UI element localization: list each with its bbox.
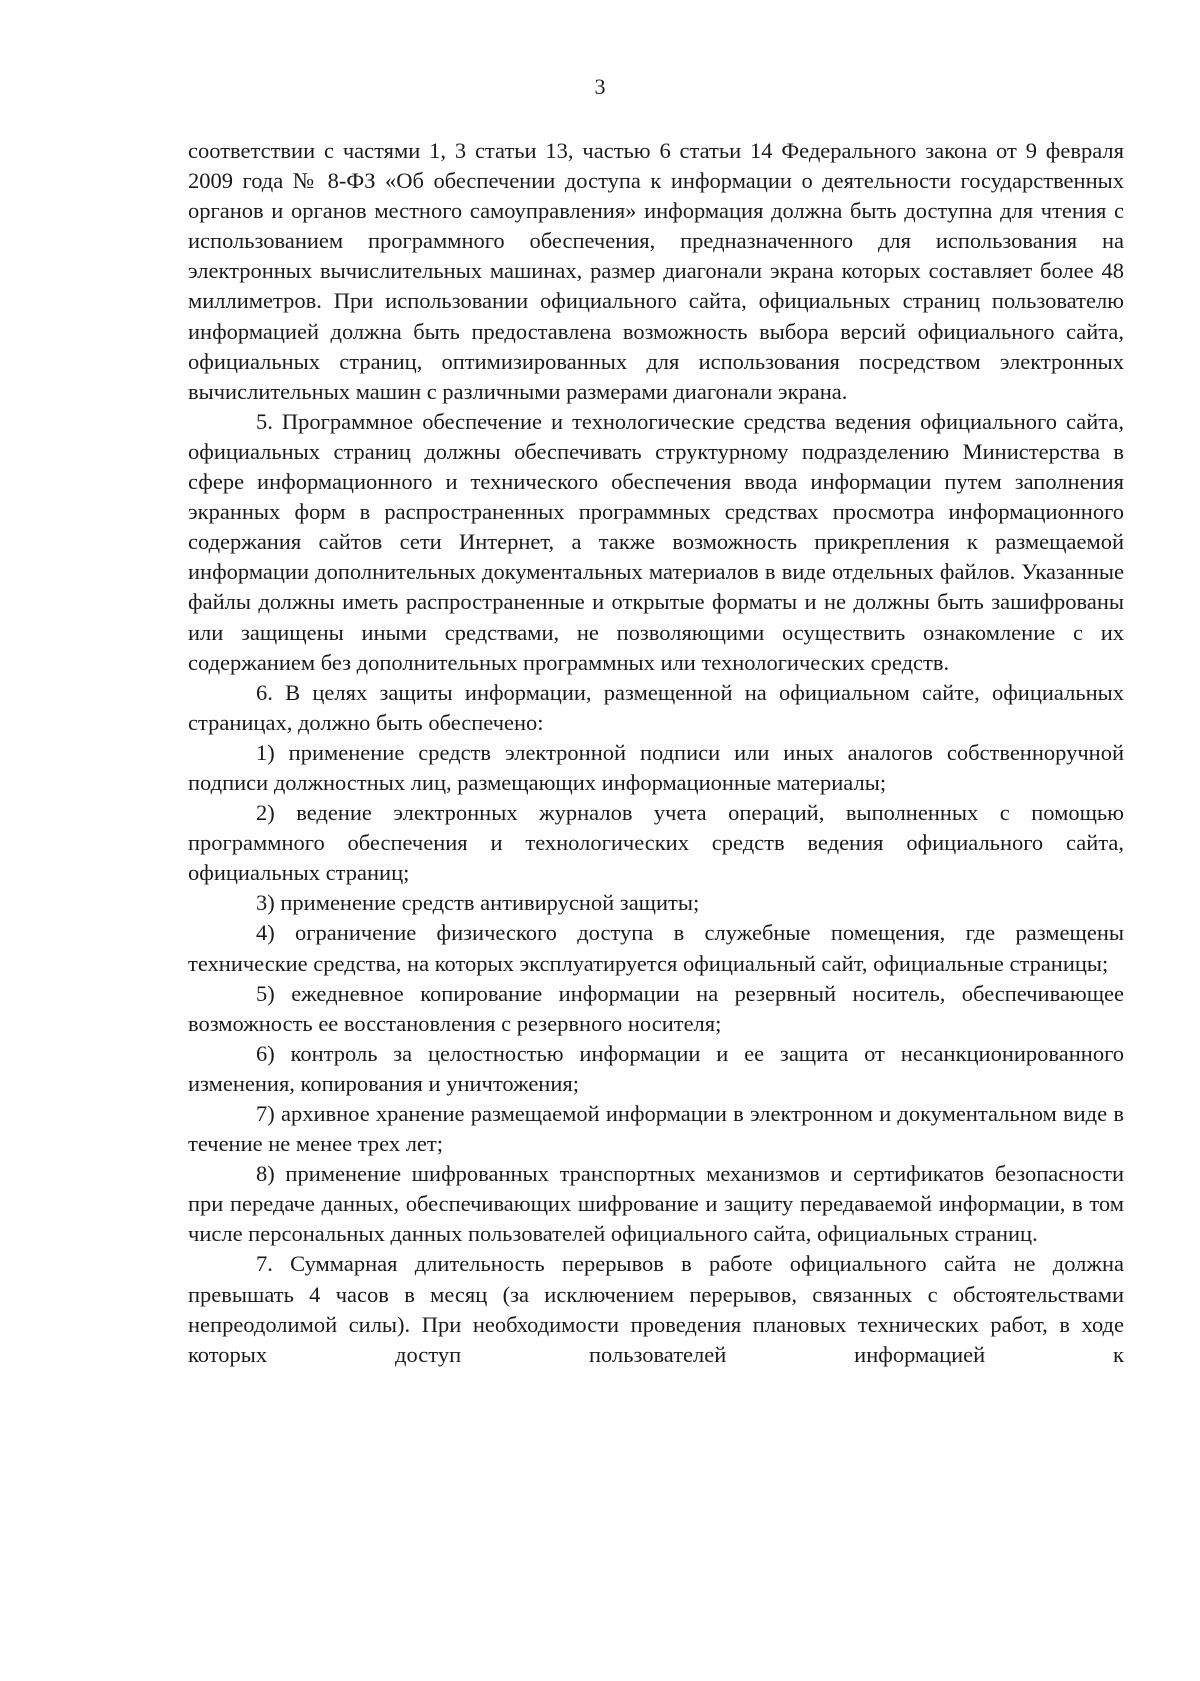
subitem-8: 8) применение шифрованных транспортных механизмов и сертификатов безопасности при передаче данных, обеспечивающих шифрование и защиту передаваемой информации, в том числе персональных данных пользователей официального сайта, официальных страниц.	[188, 1161, 1124, 1247]
paragraph-item-7: 7. Суммарная длительность перерывов в работе официального сайта не должна превышать 4 часов в месяц (за исключением перерывов, связанных с обстоятельствами непреодолимой силы). При необходимости проведения плановых технических работ, в ходе которых доступ пользователей информацией к	[188, 1251, 1124, 1367]
subitem-2: 2) ведение электронных журналов учета операций, выполненных с помощью программного обеспечения и технологических средств ведения официального сайта, официальных страниц;	[188, 800, 1124, 886]
subitem-4: 4) ограничение физического доступа в служебные помещения, где размещены технические средства, на которых эксплуатируется официальный сайт, официальные страницы;	[188, 920, 1124, 976]
paragraph-item-6: 6. В целях защиты информации, размещенной на официальном сайте, официальных страницах, должно быть обеспечено:	[188, 679, 1124, 735]
paragraph-continuation: соответствии с частями 1, 3 статьи 13, частью 6 статьи 14 Федерального закона от 9 февраля 2009 года № 8-ФЗ «Об обеспечении доступа к информации о деятельности государственных органов и органов местного самоуправления» информация должна быть доступна для чтения с использованием программного обеспечения, предназначенного для использования на электронных вычислительных машинах, размер диагонали экрана которых составляет более 48 миллиметров. При использовании официального сайта, официальных страниц пользователю информацией должна быть предоставлена возможность выбора версий официального сайта, официальных страниц, оптимизированных для использования посредством электронных вычислительных машин с различными размерами диагонали экрана.	[188, 138, 1124, 404]
subitem-3: 3) применение средств антивирусной защиты;	[256, 890, 700, 916]
subitem-7: 7) архивное хранение размещаемой информации в электронном и документальном виде в течение не менее трех лет;	[188, 1101, 1124, 1157]
document-body	[188, 136, 1124, 1370]
subitem-5: 5) ежедневное копирование информации на резервный носитель, обеспечивающее возможность ее восстановления с резервного носителя;	[188, 980, 1124, 1036]
subitem-6: 6) контроль за целостностью информации и ее защита от несанкционированного изменения, копирования и уничтожения;	[188, 1040, 1124, 1096]
page-number: 3	[594, 74, 606, 99]
paragraph-item-5: 5. Программное обеспечение и технологические средства ведения официального сайта, официальных страниц должны обеспечивать структурному подразделению Министерства в сфере информационного и технического обеспечения ввода информации путем заполнения экранных форм в распространенных программных средствах просмотра информационного содержания сайтов сети Интернет, а также возможность прикрепления к размещаемой информации дополнительных документальных материалов в виде отдельных файлов. Указанные файлы должны иметь распространенные и открытые форматы и не должны быть зашифрованы или защищены иными средствами, не позволяющими осуществить ознакомление с их содержанием без дополнительных программных или технологических средств.	[188, 408, 1124, 675]
subitem-1: 1) применение средств электронной подписи или иных аналогов собственноручной подписи должностных лиц, размещающих информационные материалы;	[188, 739, 1124, 795]
